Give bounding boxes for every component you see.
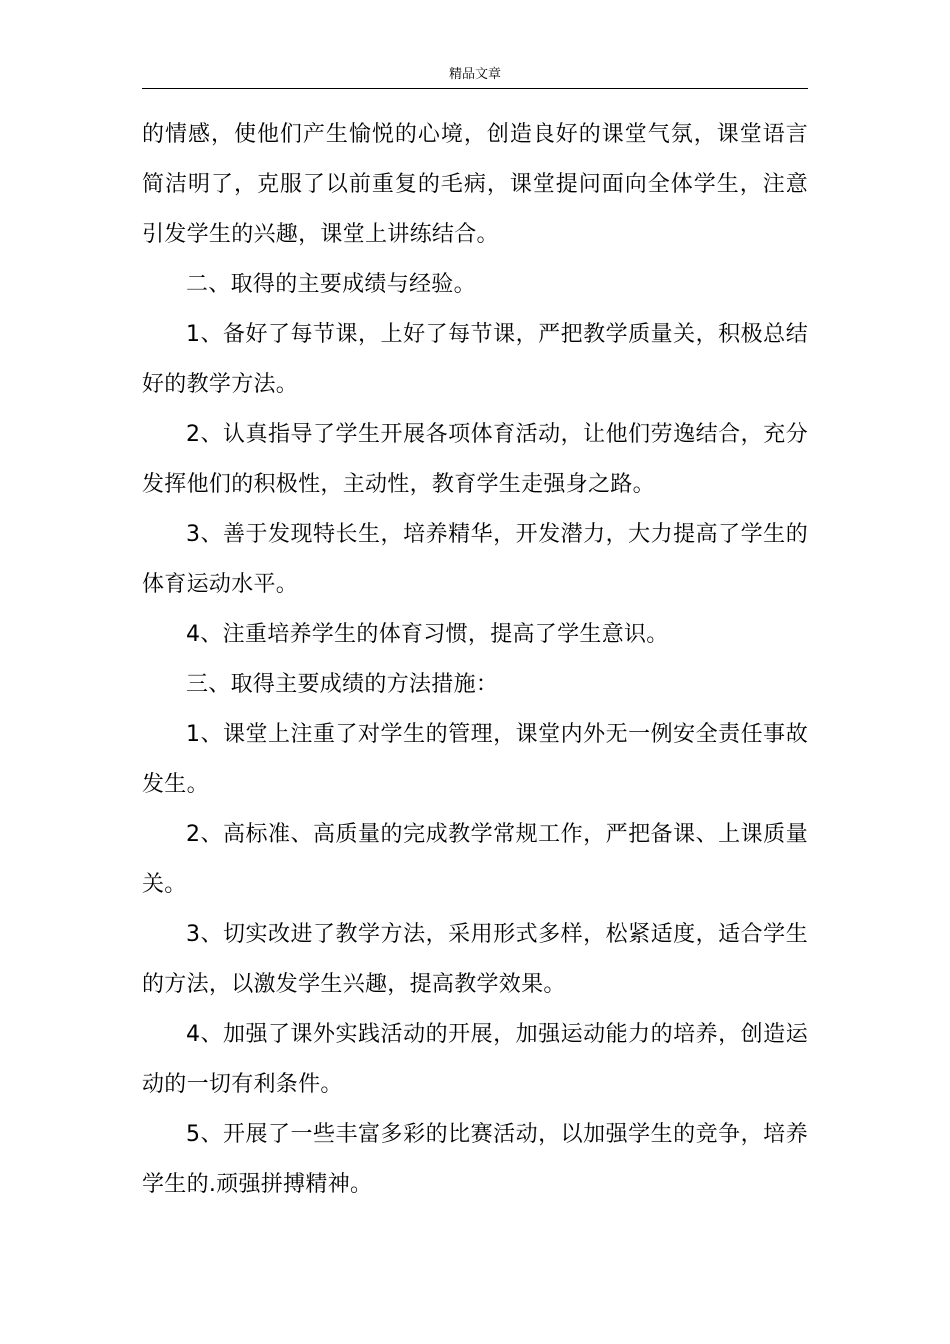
list-item: 4、加强了课外实践活动的开展，加强运动能力的培养，创造运动的一切有利条件。 xyxy=(142,1022,808,1097)
section-heading: 二、取得的主要成绩与经验。 xyxy=(186,272,476,297)
list-item: 4、注重培养学生的体育习惯，提高了学生意识。 xyxy=(186,622,669,647)
list-item: 1、课堂上注重了对学生的管理，课堂内外无一例安全责任事故发生。 xyxy=(142,722,808,797)
list-item: 3、切实改进了教学方法，采用形式多样，松紧适度，适合学生的方法，以激发学生兴趣，提高教学效果。 xyxy=(142,922,808,997)
page-header-title: 精品文章 xyxy=(448,67,501,82)
document-body xyxy=(142,110,808,1210)
list-item: 1、备好了每节课，上好了每节课，严把教学质量关，积极总结好的教学方法。 xyxy=(142,322,808,397)
list-item: 5、开展了一些丰富多彩的比赛活动，以加强学生的竞争，培养学生的.顽强拼搏精神。 xyxy=(142,1122,808,1197)
header-divider xyxy=(142,88,808,89)
list-item: 2、高标准、高质量的完成教学常规工作，严把备课、上课质量关。 xyxy=(142,822,808,897)
list-item: 3、善于发现特长生，培养精华，开发潜力，大力提高了学生的体育运动水平。 xyxy=(142,522,808,597)
paragraph: 的情感，使他们产生愉悦的心境，创造良好的课堂气氛，课堂语言简洁明了，克服了以前重复的毛病，课堂提问面向全体学生，注意引发学生的兴趣，课堂上讲练结合。 xyxy=(142,122,808,247)
list-item: 2、认真指导了学生开展各项体育活动，让他们劳逸结合，充分发挥他们的积极性，主动性，教育学生走强身之路。 xyxy=(142,422,808,497)
section-heading: 三、取得主要成绩的方法措施： xyxy=(186,672,499,697)
